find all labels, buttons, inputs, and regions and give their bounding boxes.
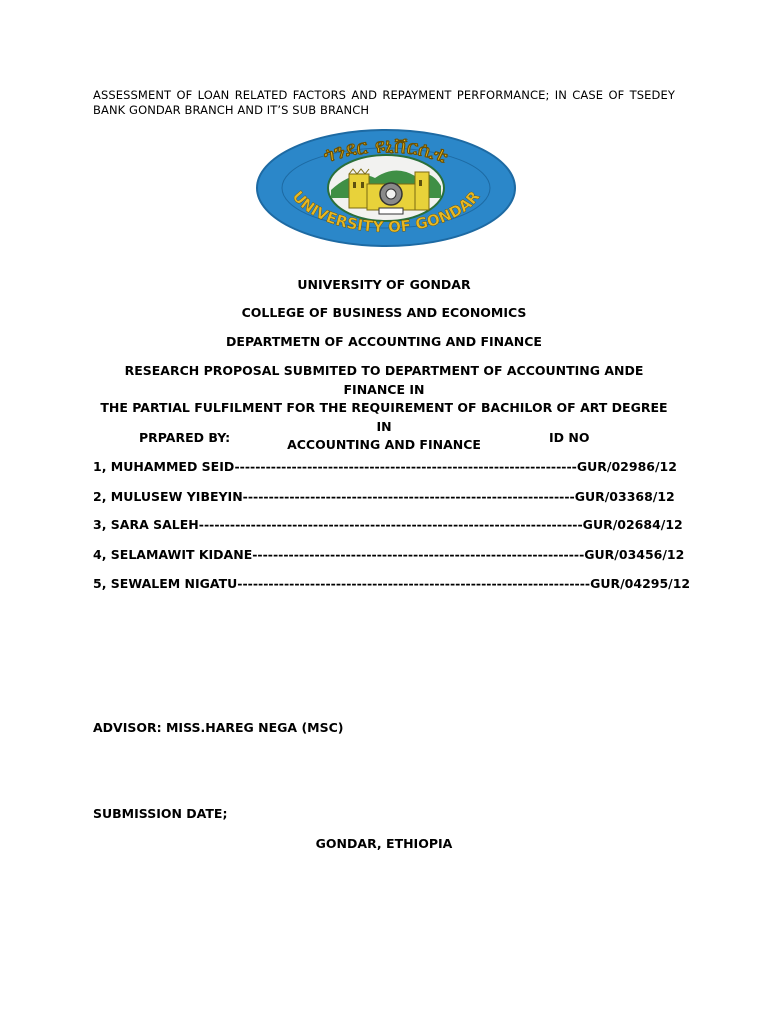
department-name: DEPARTMETN OF ACCOUNTING AND FINANCE (226, 334, 542, 349)
research-title: ASSESSMENT OF LOAN RELATED FACTORS AND REPAYMENT PERFORMANCE; IN CASE OF TSEDEY BANK GONDAR BRANCH AND IT’S SUB BRANCH (93, 88, 675, 117)
gear-icon (379, 183, 403, 214)
member-row: 1, MUHAMMED SEID------------------------------------------------------------------GUR/02986/12 (93, 459, 677, 474)
member-row: 4, SELAMAWIT KIDANE----------------------------------------------------------------GUR/03456/12 (93, 547, 685, 562)
advisor-line: ADVISOR: MISS.HAREG NEGA (MSC) (93, 720, 344, 735)
proposal-line: THE PARTIAL FULFILMENT FOR THE REQUIREMENT OF BACHILOR OF ART DEGREE IN (100, 400, 668, 434)
proposal-line: RESEARCH PROPOSAL SUBMITED TO DEPARTMENT OF ACCOUNTING ANDE FINANCE IN (124, 363, 644, 397)
logo-top-text: ጎንደር ዩኒቨርሲቲ (320, 133, 452, 168)
prepared-by-label: PRPARED BY: (139, 430, 231, 445)
member-row: 2, MULUSEW YIBEYIN----------------------------------------------------------------GUR/03368/12 (93, 489, 675, 504)
university-name: UNIVERSITY OF GONDAR (297, 277, 471, 292)
member-row: 3, SARA SALEH--------------------------------------------------------------------------GUR/02684/12 (93, 517, 683, 532)
member-row: 5, SEWALEM NIGATU--------------------------------------------------------------------GUR/04295/12 (93, 576, 691, 591)
logo-bottom-text: UNIVERSITY OF GONDAR (288, 187, 484, 237)
university-logo-graphic (255, 128, 517, 248)
proposal-line: ACCOUNTING AND FINANCE (287, 437, 481, 452)
submission-date: SUBMISSION DATE; (93, 806, 228, 821)
college-name: COLLEGE OF BUSINESS AND ECONOMICS (241, 305, 527, 320)
id-no-label: ID NO (549, 430, 590, 445)
university-logo (255, 128, 517, 248)
place-line: GONDAR, ETHIOPIA (315, 836, 453, 851)
